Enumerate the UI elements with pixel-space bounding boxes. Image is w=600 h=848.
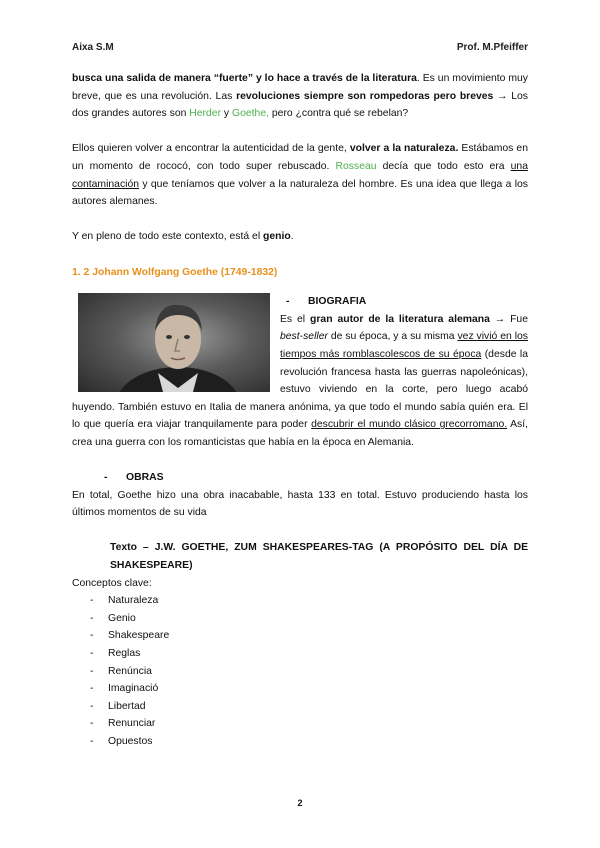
list-item: - Reglas: [90, 648, 141, 659]
paragraph-genius: [72, 228, 528, 246]
text-run: pero ¿contra qué se rebelan?: [269, 108, 409, 120]
author-goethe: Goethe,: [232, 108, 269, 120]
text-run: .: [290, 231, 294, 243]
text-run: . Es un movimiento muy breve, que es una revolución. Las: [72, 73, 528, 102]
texto-title: Texto – J.W. GOETHE, ZUM SHAKESPEARES-TAG (A PROPÓSITO DEL DÍA DE SHAKESPEARE): [110, 542, 528, 572]
goethe-portrait: [78, 293, 270, 392]
author-rosseau: Rosseau: [335, 160, 377, 172]
list-item: - Imaginació: [90, 683, 159, 695]
concepts-label: Conceptos clave:: [72, 577, 152, 589]
concept-label: Libertad: [108, 700, 146, 712]
obras-heading: [72, 469, 528, 487]
text-run: Ellos quieren volver a encontrar la autenticidad de la gente,: [72, 143, 350, 155]
list-item: - Shakespeare: [90, 630, 170, 642]
section-heading: 1. 2 Johann Wolfgang Goethe (1749-1832): [72, 266, 278, 278]
underlined-phrase: descubrir el mundo clásico grecorromano.: [311, 419, 508, 431]
obras-text: En total, Goethe hizo una obra inacabable, hasta 133 en total. Estuvo produciendo hasta los últimos momentos de su vida: [72, 489, 528, 519]
text-run: de su época, y a su misma: [327, 331, 458, 343]
text-run: y que teníamos que volver a la naturaleza del hombre. Es una idea que llega a los autores alemanes.: [72, 178, 528, 208]
concept-label: Imaginació: [108, 683, 159, 695]
text-run: (desde la revolución francesa hasta las guerras napoleónicas), estuvo viviendo en la corte, pero luego acabó huyendo. También estuvo en Italia de manera anónima, ya que todo el mundo sabía quién era. El lo que quería era viajar tranquilamente para poder: [72, 348, 528, 431]
list-item: - Naturaleza: [90, 595, 159, 607]
list-item: - Libertad: [90, 700, 146, 712]
concept-label: Genio: [108, 612, 136, 624]
text-run: Así, crea una guerra con los romanticistas que había en la época en Alemania.: [72, 419, 528, 448]
list-item: - Opuestos: [90, 735, 153, 747]
biography-block: [72, 293, 528, 451]
header-professor: Prof. M.Pfeiffer: [456, 42, 528, 53]
bold-phrase: volver a la naturaleza.: [349, 143, 459, 155]
list-item: - Genio: [90, 612, 136, 624]
italic-phrase: best-seller: [280, 331, 328, 343]
text-run: → Fue: [489, 313, 528, 325]
text-run: Y en pleno de todo este contexto, está el: [72, 231, 264, 243]
text-run: → Los dos grandes autores son: [72, 90, 528, 120]
header-author: Aixa S.M: [72, 42, 114, 53]
concept-label: Renúncia: [108, 665, 152, 677]
bold-phrase: revoluciones siempre son rompedoras pero breves: [236, 90, 494, 102]
bold-phrase: busca una salida de manera “fuerte” y lo hace a través de la literatura: [72, 73, 417, 84]
dash: -: [104, 472, 108, 484]
concept-label: Reglas: [108, 648, 141, 659]
text-run: decía que todo esto era: [376, 160, 511, 172]
biografia-title: BIOGRAFIA: [308, 296, 367, 308]
paragraph-nature: [72, 140, 528, 210]
obras-title: OBRAS: [126, 472, 164, 484]
list-item: - Renunciar: [90, 718, 156, 730]
document-body: [72, 70, 528, 751]
author-herder: Herder: [189, 108, 222, 120]
text-run: Estábamos en un momento de rococó, con todo super rebuscado.: [72, 143, 528, 172]
paragraph-intro: [72, 70, 528, 123]
page-number: 2: [297, 798, 303, 808]
dash: -: [286, 296, 290, 308]
text-run: y: [221, 108, 233, 120]
portrait-illustration: [78, 293, 270, 392]
underlined-phrase: una contaminación: [72, 160, 528, 190]
concept-label: Opuestos: [108, 735, 153, 747]
concept-label: Naturaleza: [108, 595, 159, 607]
text-run: Es el: [280, 313, 311, 325]
concept-label: Renunciar: [108, 718, 156, 730]
bold-phrase: gran autor de la literatura alemana: [310, 313, 490, 325]
underlined-phrase: vez vivió en los tiempos más romblascolescos de su época: [280, 331, 528, 360]
concepts-list: [72, 592, 528, 750]
bold-phrase: genio: [263, 231, 291, 243]
concept-label: Shakespeare: [108, 630, 170, 642]
list-item: - Renúncia: [90, 665, 152, 677]
